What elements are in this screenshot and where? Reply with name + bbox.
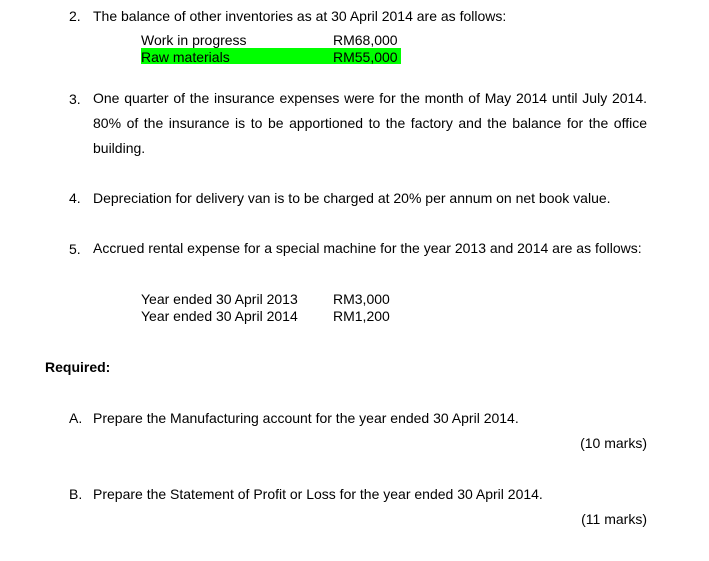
item-3-text: One quarter of the insurance expenses were for the month of May 2014 until July 2014. 80% of the insurance is to be apportioned to the factory and the balance for the office building. — [93, 90, 647, 156]
part-a-marks: (10 marks) — [580, 435, 647, 451]
work-in-progress-value: RM68,000 — [333, 32, 398, 48]
part-b-letter: B. — [69, 486, 83, 502]
item-4-text: Depreciation for delivery van is to be charged at 20% per annum on net book value. — [93, 190, 611, 206]
rental-2014-value: RM1,200 — [333, 308, 390, 324]
item-2-number: 2. — [69, 8, 81, 24]
item-5-text: Accrued rental expense for a special machine for the year 2013 and 2014 are as follows: — [93, 240, 642, 256]
work-in-progress-label: Work in progress — [141, 32, 247, 48]
item-5-number: 5. — [69, 241, 81, 257]
part-a-letter: A. — [69, 410, 83, 426]
part-b-text: Prepare the Statement of Profit or Loss for the year ended 30 April 2014. — [93, 486, 543, 502]
item-4-number: 4. — [69, 190, 81, 206]
item-2-text: The balance of other inventories as at 30 April 2014 are as follows: — [93, 8, 507, 24]
part-b-marks: (11 marks) — [581, 511, 647, 527]
item-3-number: 3. — [69, 91, 81, 107]
raw-materials-value: RM55,000 — [333, 49, 398, 65]
rental-2014-label: Year ended 30 April 2014 — [141, 308, 298, 324]
part-a-text: Prepare the Manufacturing account for the year ended 30 April 2014. — [93, 410, 519, 426]
required-heading: Required: — [45, 359, 111, 375]
rental-2013-label: Year ended 30 April 2013 — [141, 291, 298, 307]
raw-materials-label: Raw materials — [141, 49, 230, 65]
rental-2013-value: RM3,000 — [333, 291, 390, 307]
